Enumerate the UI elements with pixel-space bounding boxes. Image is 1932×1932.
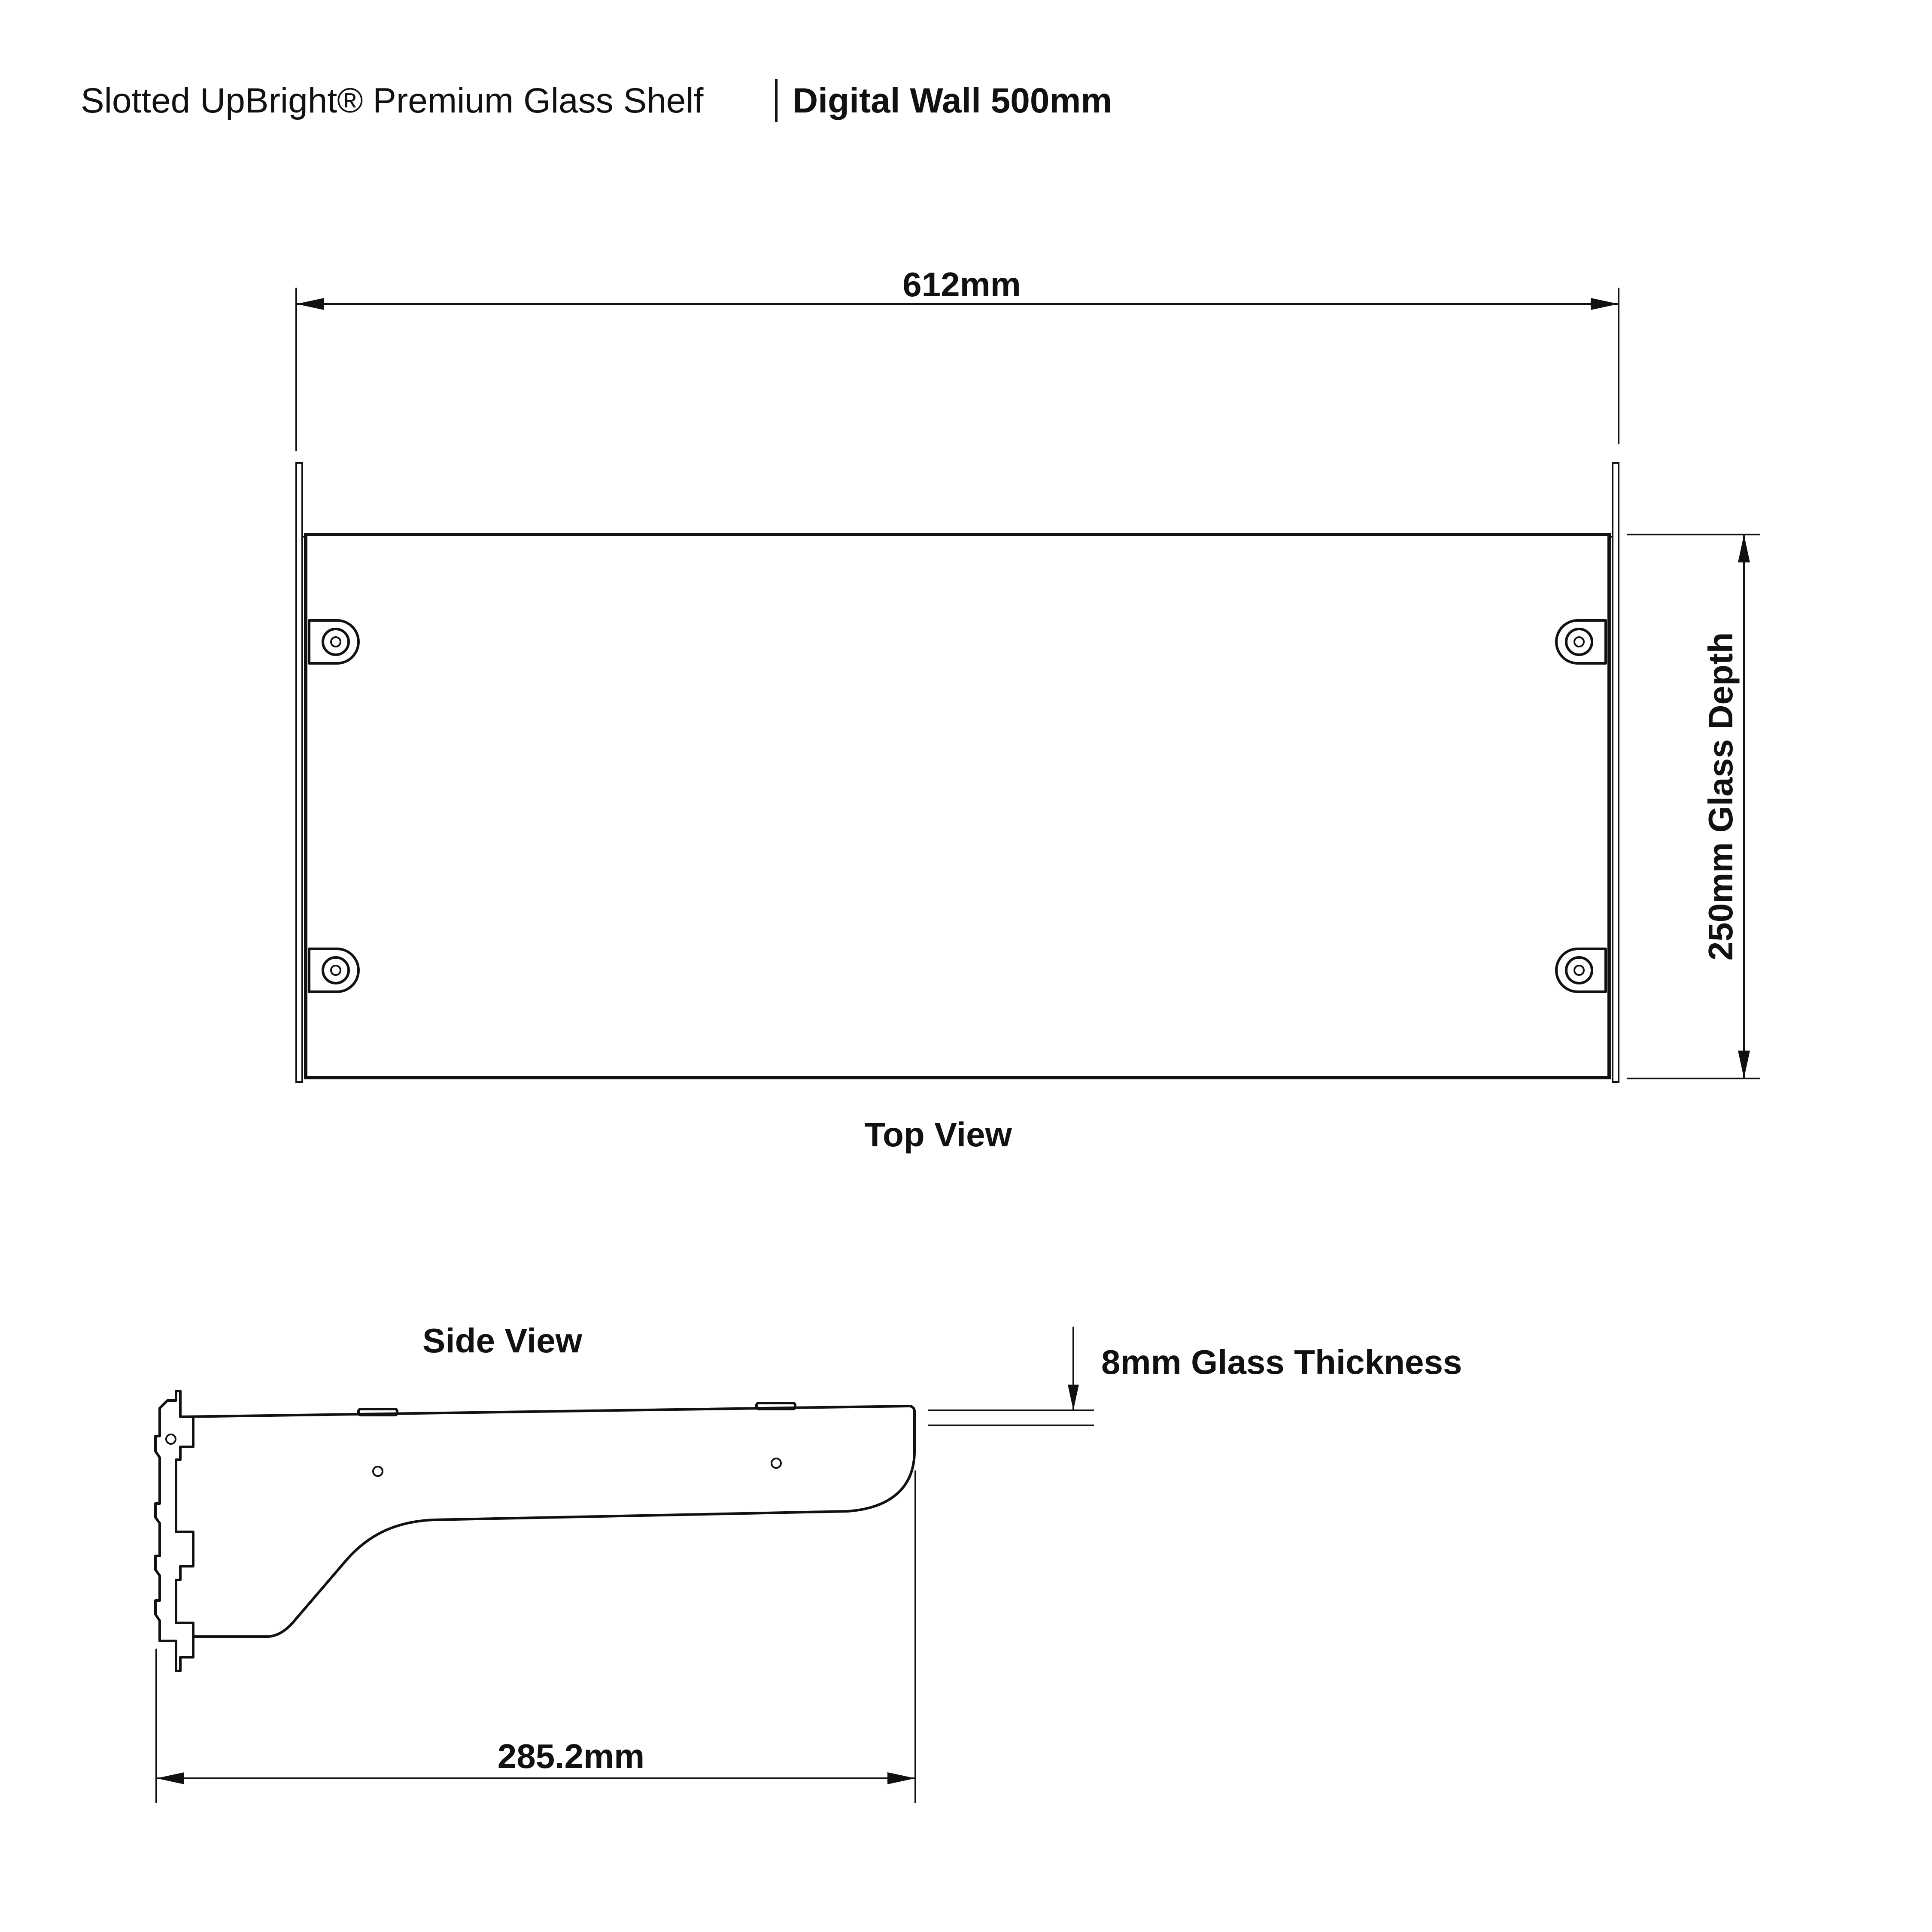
width-dimension-label: 612mm <box>902 265 1021 304</box>
thickness-arrow <box>1068 1385 1079 1410</box>
clip-top-right <box>1556 620 1606 663</box>
length-dimension-label: 285.2mm <box>497 1737 645 1775</box>
left-bracket-rail <box>296 463 302 1082</box>
bracket-arm <box>180 1406 914 1637</box>
thickness-dimension-label: 8mm Glass Thickness <box>1101 1343 1462 1381</box>
title-product: Slotted UpBright® Premium Glass Shelf <box>81 81 704 120</box>
width-arrow-left <box>296 298 324 310</box>
title-text <box>81 81 704 120</box>
clip-bottom-left <box>309 949 358 992</box>
bracket-tab-2 <box>756 1403 795 1409</box>
clip-bottom-right <box>1556 949 1606 992</box>
glass-panel <box>306 535 1609 1078</box>
length-arrow-left <box>156 1772 184 1784</box>
bracket-outline <box>155 1391 193 1671</box>
depth-arrow-bottom <box>1738 1051 1750 1078</box>
side-view <box>155 1321 1462 1803</box>
bracket-tab-1 <box>358 1409 397 1415</box>
length-arrow-right <box>887 1772 915 1784</box>
right-bracket-rail <box>1613 463 1619 1082</box>
top-view-label: Top View <box>864 1115 1012 1154</box>
title-variant: Digital Wall 500mm <box>793 81 1112 120</box>
bracket-hole-2 <box>373 1467 383 1476</box>
depth-dimension-label: 250mm Glass Depth <box>1701 632 1740 961</box>
depth-arrow-top <box>1738 535 1750 562</box>
side-view-label: Side View <box>422 1321 583 1360</box>
bracket-hole-3 <box>772 1458 781 1468</box>
clip-top-left <box>309 620 358 663</box>
top-view <box>296 265 1760 1154</box>
bracket-hole-1 <box>166 1434 176 1444</box>
width-arrow-right <box>1591 298 1619 310</box>
